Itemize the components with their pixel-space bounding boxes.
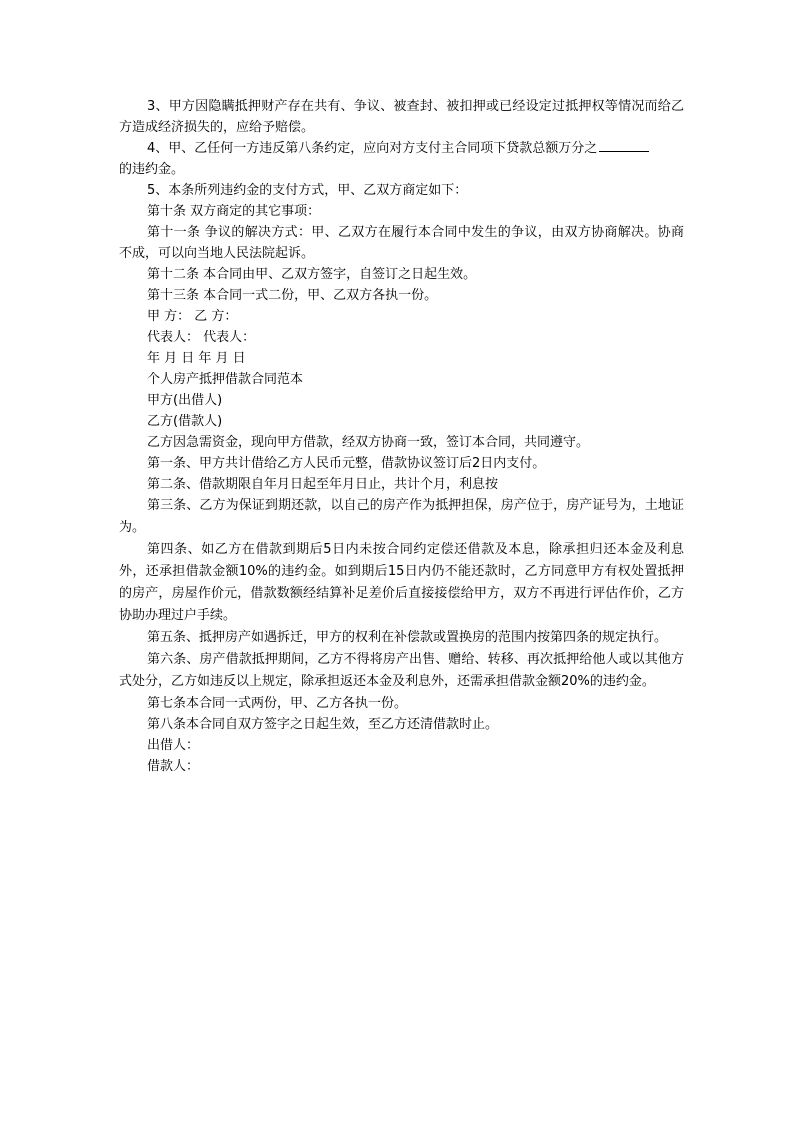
paragraph-clause-5: 5、本条所列违约金的支付方式，甲、乙双方商定如下： xyxy=(147,183,468,198)
paragraph-penalty-end: 的违约金。 xyxy=(119,162,185,177)
fill-in-blank xyxy=(599,139,649,152)
contract-title: 个人房产抵押借款合同范本 xyxy=(147,372,304,387)
signature-lender: 出借人： xyxy=(147,738,200,753)
paragraph-preamble: 乙方因急需资金，现向甲方借款，经双方协商一致，签订本合同，共同遵守。 xyxy=(147,435,590,450)
paragraph-clause-4-text: 4、甲、乙任何一方违反第八条约定，应向对方支付主合同项下贷款总额万分之 xyxy=(147,141,598,156)
paragraph-loan-article-7: 第七条本合同一式两份，甲、乙方各执一份。 xyxy=(147,696,408,711)
signature-dates: 年 月 日 年 月 日 xyxy=(147,351,246,366)
document-body xyxy=(119,96,684,777)
paragraph-article-10: 第十条 双方商定的其它事项： xyxy=(147,204,321,219)
party-borrower: 乙方(借款人) xyxy=(147,414,223,429)
party-lender: 甲方(出借人) xyxy=(147,393,223,408)
paragraph-clause-3: 3、甲方因隐瞒抵押财产存在共有、争议、被查封、被扣押或已经设定过抵押权等情况而给乙方造成经济损失的，应给予赔偿。 xyxy=(119,99,684,135)
paragraph-loan-article-6: 第六条、房产借款抵押期间，乙方不得将房产出售、赠给、转移、再次抵押给他人或以其他方式处分，乙方如违反以上规定，除承担返还本金及利息外，还需承担借款金额20%的违约金。 xyxy=(119,652,684,689)
paragraph-loan-article-4: 第四条、如乙方在借款到期后5日内未按合同约定偿还借款及本息，除承担归还本金及利息外，还承担借款金额10%的违约金。如到期后15日内仍不能还款时，乙方同意甲方有权处置抵押的房产，房屋作价元，借款数额经结算补足差价后直接接偿给甲方，双方不再进行评估作价，乙方协助办理过户手续。 xyxy=(119,542,684,623)
paragraph-article-13: 第十三条 本合同一式二份，甲、乙双方各执一份。 xyxy=(147,288,438,303)
paragraph-loan-article-1: 第一条、甲方共计借给乙方人民币元整，借款协议签订后2日内支付。 xyxy=(147,456,546,471)
signature-representatives: 代表人： 代表人： xyxy=(147,330,256,345)
signature-parties: 甲 方： 乙 方： xyxy=(147,309,238,324)
paragraph-loan-article-8: 第八条本合同自双方签字之日起生效，至乙方还清借款时止。 xyxy=(147,717,499,732)
paragraph-loan-article-3: 第三条、乙方为保证到期还款，以自己的房产作为抵押担保，房产位于，房产证号为，土地证为。 xyxy=(119,498,684,535)
paragraph-loan-article-2: 第二条、借款期限自年月日起至年月日止，共计个月，利息按 xyxy=(147,477,499,492)
paragraph-article-11: 第十一条 争议的解决方式：甲、乙双方在履行本合同中发生的争议，由双方协商解决。协商不成，可以向当地人民法院起诉。 xyxy=(119,225,684,261)
paragraph-article-12: 第十二条 本合同由甲、乙双方签字，自签订之日起生效。 xyxy=(147,267,477,282)
signature-borrower: 借款人： xyxy=(147,759,200,774)
paragraph-clause-4 xyxy=(119,138,684,159)
paragraph-loan-article-5: 第五条、抵押房产如遇拆迁，甲方的权利在补偿款或置换房的范围内按第四条的规定执行。 xyxy=(147,630,668,645)
